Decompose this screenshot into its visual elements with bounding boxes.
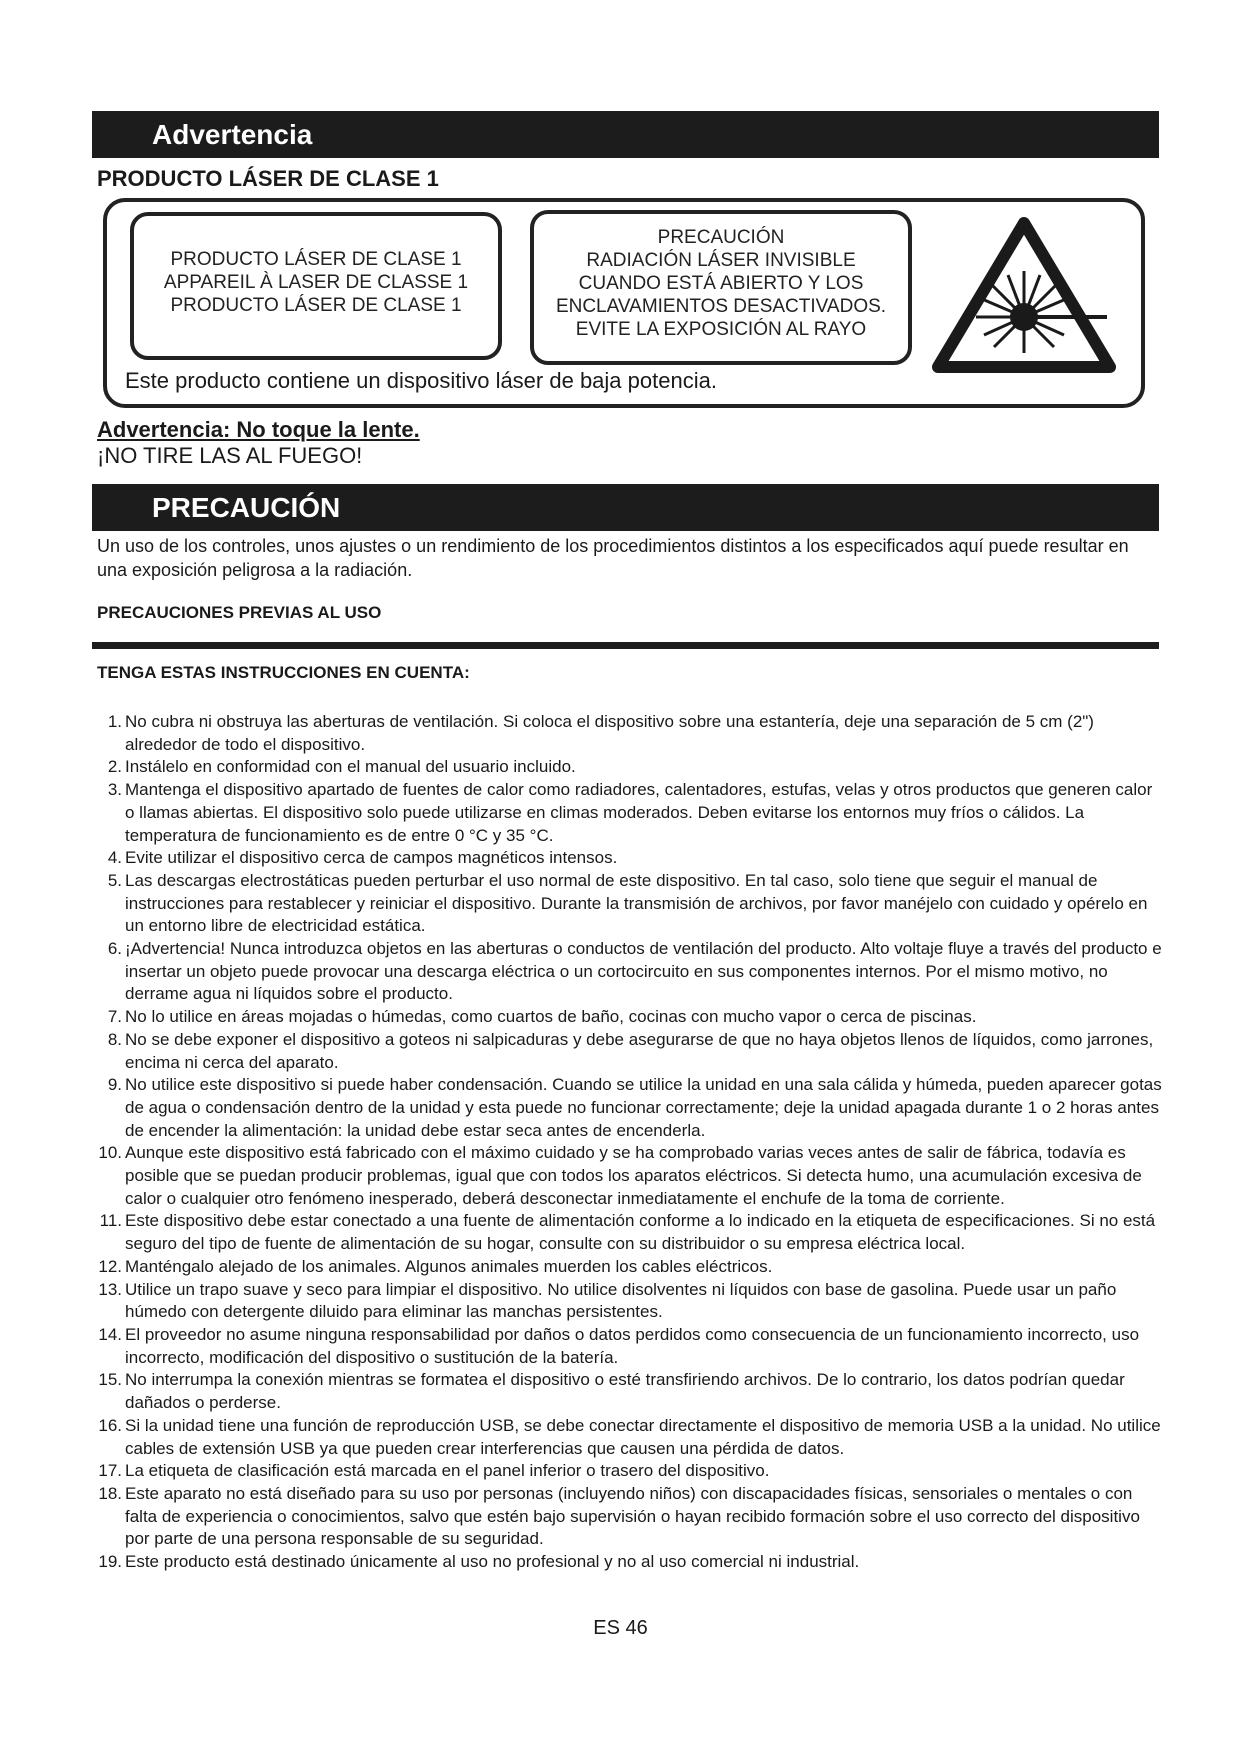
list-item-number: 10. bbox=[98, 1143, 122, 1163]
list-item-number: 4. bbox=[107, 848, 122, 868]
list-item-number: 5. bbox=[107, 870, 122, 890]
caution-header-bar bbox=[92, 484, 1159, 531]
lens-warning: Advertencia: No toque la lente. bbox=[97, 417, 420, 442]
list-item-text: Utilice un trapo suave y seco para limpiar el dispositivo. No utilice disolventes ni líquidos con base de gasolina. Puede usar un paño húmedo con detergente diluido para eliminar las manchas persistentes. bbox=[125, 1279, 1117, 1322]
low-power-laser-note: Este producto contiene un dispositivo láser de baja potencia. bbox=[125, 368, 717, 393]
list-item-text: Evite utilizar el dispositivo cerca de campos magnéticos intensos. bbox=[125, 848, 618, 868]
list-item bbox=[92, 1256, 1162, 1279]
list-item-number: 13. bbox=[98, 1279, 122, 1299]
label-line: CUANDO ESTÁ ABIERTO Y LOS bbox=[578, 273, 864, 294]
list-item-text: El proveedor no asume ninguna responsabilidad por daños o datos perdidos como consecuencia de un funcionamiento incorrecto, uso incorrecto, modificación del dispositivo o sustitución de la batería. bbox=[125, 1324, 1140, 1367]
list-item-number: 7. bbox=[107, 1007, 122, 1027]
list-item-number: 15. bbox=[98, 1370, 122, 1390]
instructions-list bbox=[92, 711, 1162, 1574]
list-item-number: 19. bbox=[98, 1552, 122, 1572]
laser-class-heading: PRODUCTO LÁSER DE CLASE 1 bbox=[97, 166, 439, 191]
list-item bbox=[92, 1074, 1162, 1142]
list-item bbox=[92, 847, 1162, 870]
list-item-text: Las descargas electrostáticas pueden perturbar el uso normal de este dispositivo. En tal caso, solo tiene que seguir el manual de instrucciones para restablecer y reiniciar el dispositivo. Durante la transmisión de archivos, por favor manéjelo con cuidado y opérelo en un entorno libre de electricidad estática. bbox=[125, 870, 1148, 936]
list-item bbox=[92, 1142, 1162, 1210]
list-item-number: 3. bbox=[107, 780, 122, 800]
label-line: APPAREIL À LASER DE CLASSE 1 bbox=[163, 272, 469, 293]
list-item bbox=[92, 1029, 1162, 1074]
list-item bbox=[92, 870, 1162, 938]
list-item-number: 14. bbox=[98, 1324, 122, 1344]
list-item bbox=[92, 1210, 1162, 1255]
laser-warning-icon bbox=[932, 215, 1117, 375]
list-item-text: Este dispositivo debe estar conectado a una fuente de alimentación conforme a lo indicado en la etiqueta de especificaciones. Si no está seguro del tipo de fuente de alimentación de su hogar, consulte con su distribuidor o su empresa eléctrica local. bbox=[125, 1211, 1156, 1254]
list-item-number: 9. bbox=[107, 1075, 122, 1095]
list-item-text: No lo utilice en áreas mojadas o húmedas, como cuartos de baño, cocinas con mucho vapor o cerca de piscinas. bbox=[125, 1007, 977, 1027]
list-item-text: No utilice este dispositivo si puede haber condensación. Cuando se utilice la unidad en una sala cálida y húmeda, pueden aparecer gotas de agua o condensación dentro de la unidad y esta puede no funcionar correctamente; deje la unidad apagada durante 1 o 2 horas antes de encender la alimentación: la unidad debe estar seca antes de encenderla. bbox=[125, 1075, 1162, 1140]
list-item bbox=[92, 1324, 1162, 1369]
list-item-text: Mantenga el dispositivo apartado de fuentes de calor como radiadores, calentadores, estufas, velas y otros productos que generen calor o llamas abiertas. El dispositivo solo puede utilizarse en climas moderados. Deben evitarse los entornos muy fríos o cálidos. La temperatura de funcionamiento es de entre 0 °C y 35 °C. bbox=[125, 780, 1153, 845]
list-item-text: Instálelo en conformidad con el manual del usuario incluido. bbox=[125, 757, 576, 777]
list-item bbox=[92, 1415, 1162, 1460]
list-item bbox=[92, 938, 1162, 1006]
list-item bbox=[92, 1460, 1162, 1483]
list-item bbox=[92, 1279, 1162, 1324]
list-item-number: 16. bbox=[98, 1415, 122, 1435]
list-item-text: Si la unidad tiene una función de reproducción USB, se debe conectar directamente el dispositivo de memoria USB a la unidad. No utilice cables de extensión USB ya que pueden crear interferencias que causen una pérdida de datos. bbox=[125, 1415, 1161, 1458]
label-line: PRODUCTO LÁSER DE CLASE 1 bbox=[170, 295, 462, 316]
list-item-number: 6. bbox=[107, 939, 122, 959]
list-item-text: No cubra ni obstruya las aberturas de ventilación. Si coloca el dispositivo sobre una estantería, deje una separación de 5 cm (2") alrededor de todo el dispositivo. bbox=[125, 712, 1094, 754]
list-item-text: Aunque este dispositivo está fabricado con el máximo cuidado y se ha comprobado varias veces antes de salir de fábrica, todavía es posible que se puedan producir problemas, igual que con todos los aparatos eléctricos. Si detecta humo, una acumulación excesiva de calor o cualquier otro fenómeno inesperado, deberá desconectar inmediatamente el enchufe de la toma de corriente. bbox=[125, 1143, 1142, 1208]
instructions-heading: TENGA ESTAS INSTRUCCIONES EN CUENTA: bbox=[97, 663, 470, 682]
label-line: ENCLAVAMIENTOS DESACTIVADOS. bbox=[555, 296, 887, 317]
list-item-number: 12. bbox=[98, 1256, 122, 1276]
list-item-number: 11. bbox=[99, 1211, 122, 1231]
section-divider bbox=[92, 642, 1159, 649]
list-item bbox=[92, 1006, 1162, 1029]
list-item-text: ¡Advertencia! Nunca introduzca objetos en las aberturas o conductos de ventilación del producto. Alto voltaje fluye a través del producto e insertar un objeto puede provocar una descarga eléctrica o un cortocircuito en sus componentes internos. Por el mismo motivo, no derrame agua ni líquidos sobre el producto. bbox=[125, 939, 1162, 1004]
list-item-text: No se debe exponer el dispositivo a goteos ni salpicaduras y debe asegurarse de que no haya objetos llenos de líquidos, como jarrones, encima ni cerca del aparato. bbox=[125, 1029, 1154, 1072]
list-item-number: 1. bbox=[107, 712, 122, 731]
label-line: EVITE LA EXPOSICIÓN AL RAYO bbox=[575, 319, 867, 340]
label-line: PRODUCTO LÁSER DE CLASE 1 bbox=[170, 249, 462, 270]
list-item bbox=[92, 1551, 1162, 1574]
list-item-text: Manténgalo alejado de los animales. Algunos animales muerden los cables eléctricos. bbox=[125, 1256, 773, 1276]
list-item-text: No interrumpa la conexión mientras se formatea el dispositivo o esté transfiriendo archivos. De lo contrario, los datos podrían quedar dañados o perderse. bbox=[125, 1370, 1125, 1413]
list-item-number: 2. bbox=[107, 757, 122, 777]
caution-text: Un uso de los controles, unos ajustes o un rendimiento de los procedimientos distintos a los especificados aquí puede resultar en una exposición peligrosa a la radiación. bbox=[97, 536, 1129, 580]
fire-warning: ¡NO TIRE LAS AL FUEGO! bbox=[97, 443, 363, 468]
list-item-number: 18. bbox=[98, 1483, 122, 1503]
list-item-number: 8. bbox=[107, 1029, 122, 1049]
prior-precautions-heading: PRECAUCIONES PREVIAS AL USO bbox=[97, 603, 382, 622]
label-line: RADIACIÓN LÁSER INVISIBLE bbox=[586, 250, 856, 271]
list-item-text: Este aparato no está diseñado para su uso por personas (incluyendo niños) con discapacidades físicas, sensoriales o mentales o con falta de experiencia o conocimientos, salvo que estén bajo supervisión o hayan recibido formación sobre el uso correcto del dispositivo por parte de una persona responsable de su seguridad. bbox=[125, 1483, 1140, 1549]
page-number: ES 46 bbox=[593, 1617, 648, 1639]
list-item bbox=[92, 711, 1162, 756]
radiation-caution-label bbox=[530, 210, 912, 365]
warning-header-title: Advertencia bbox=[152, 119, 313, 150]
list-item-text: Este producto está destinado únicamente al uso no profesional y no al uso comercial ni industrial. bbox=[125, 1552, 860, 1572]
laser-class-label bbox=[130, 212, 502, 360]
list-item-text: La etiqueta de clasificación está marcada en el panel inferior o trasero del dispositivo. bbox=[125, 1461, 770, 1481]
list-item bbox=[92, 756, 1162, 779]
list-item-number: 17. bbox=[98, 1461, 122, 1481]
list-item bbox=[92, 779, 1162, 847]
caution-header-title: PRECAUCIÓN bbox=[152, 492, 341, 523]
list-item bbox=[92, 1483, 1162, 1551]
list-item bbox=[92, 1369, 1162, 1414]
label-line: PRECAUCIÓN bbox=[657, 227, 785, 248]
warning-header-bar bbox=[92, 111, 1159, 158]
